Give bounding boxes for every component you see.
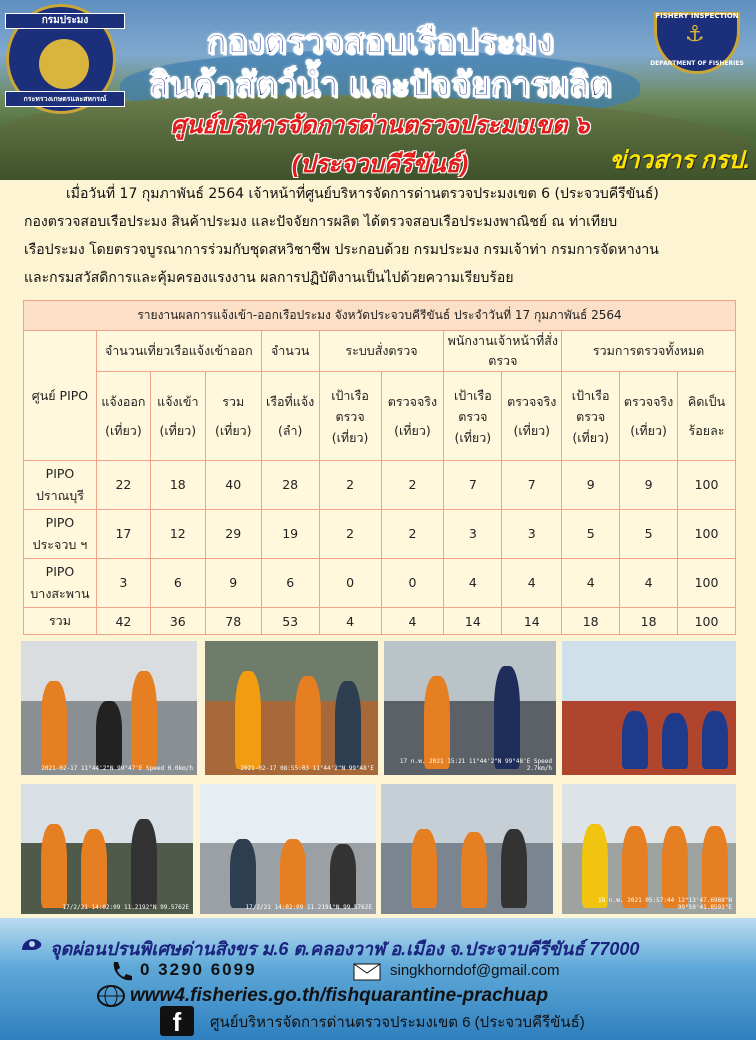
subheader-label: ตรวจจริง — [623, 394, 674, 409]
footer-email: singkhorndof@gmail.com — [390, 962, 560, 979]
photo-timestamp: 18 ก.พ. 2021 05:57:44 12°13'47.6988"N 99°59'41.8593"E — [597, 897, 732, 911]
table-cell: 2 — [381, 510, 444, 559]
subheader-unit: (เที่ยว) — [454, 429, 492, 445]
row-center-name — [24, 510, 97, 559]
subheader — [205, 372, 261, 461]
table-cell: 17 — [96, 510, 150, 559]
center-name-line: ปราณบุรี — [36, 488, 84, 503]
person-figure — [96, 701, 122, 769]
logo-right-bottom-text: DEPARTMENT OF FISHERIES — [650, 60, 744, 67]
table-caption: รายงานผลการแจ้งเข้า-ออกเรือประมง จังหวัดประจวบคีรีขันธ์ ประจำวันที่ 17 กุมภาพันธ์ 2564 — [24, 301, 736, 331]
person-figure — [702, 711, 728, 769]
total-cell: 42 — [96, 608, 150, 635]
subheader — [562, 372, 620, 461]
table-cell: 9 — [620, 461, 678, 510]
table-body — [24, 461, 736, 608]
person-figure — [411, 829, 437, 908]
center-name-line: PIPO — [45, 564, 75, 579]
total-label: รวม — [24, 608, 97, 635]
logo-bottom-ribbon: กระทรวงเกษตรและสหกรณ์ — [5, 91, 125, 107]
table-cell: 2 — [319, 510, 381, 559]
row-center-name — [24, 559, 97, 608]
header-system: ระบบสั่งตรวจ — [319, 331, 444, 372]
table-cell: 18 — [150, 461, 205, 510]
person-figure — [461, 832, 487, 908]
inspection-photo — [384, 641, 556, 775]
subheader-label: เป้าเรือ — [331, 387, 369, 403]
logo-top-ribbon: กรมประมง — [5, 13, 125, 29]
footer-facebook[interactable]: ศูนย์บริหารจัดการด่านตรวจประมงเขต 6 (ประจวบคีรีขันธ์) — [210, 1014, 585, 1031]
table-cell: 6 — [150, 559, 205, 608]
table-cell: 19 — [261, 510, 319, 559]
person-figure — [582, 824, 608, 908]
person-figure — [81, 829, 107, 908]
person-figure — [230, 839, 256, 908]
total-cell: 4 — [319, 608, 381, 635]
subheader-label: เรือที่แจ้ง — [266, 394, 315, 409]
news-paragraph — [24, 180, 736, 292]
subheader-label: ตรวจจริง — [387, 394, 438, 409]
total-cell: 14 — [502, 608, 562, 635]
subheader-unit: (เที่ยว) — [572, 429, 609, 445]
subheader-unit: (เที่ยว) — [214, 423, 252, 438]
row-center-name — [24, 461, 97, 510]
table-cell: 0 — [381, 559, 444, 608]
table-row — [24, 461, 736, 510]
person-figure — [41, 681, 67, 769]
footer-phone: 0 3290 6099 — [140, 960, 257, 979]
total-cell: 4 — [381, 608, 444, 635]
paragraph-line: เมื่อวันที่ 17 กุมภาพันธ์ 2564 เจ้าหน้าที่ศูนย์บริหารจัดการด่านตรวจประมงเขต 6 (ประจวบคีรีขันธ์) — [66, 186, 659, 202]
person-figure — [622, 826, 648, 908]
person-figure — [662, 826, 688, 908]
total-cell: 100 — [678, 608, 736, 635]
person-figure — [662, 713, 688, 769]
subheader-label: ตรวจ — [458, 408, 488, 424]
table-cell: 12 — [150, 510, 205, 559]
table-cell: 2 — [319, 461, 381, 510]
emblem-icon — [39, 39, 89, 89]
subheader-unit: (เที่ยว) — [630, 423, 667, 438]
total-cell: 14 — [444, 608, 502, 635]
person-figure — [330, 844, 356, 908]
person-figure — [702, 826, 728, 908]
subheader — [444, 372, 502, 461]
location-pin-icon — [18, 932, 48, 954]
subheader — [620, 372, 678, 461]
subheader — [678, 372, 736, 461]
facebook-icon[interactable]: f — [160, 1006, 194, 1036]
person-figure — [131, 671, 157, 769]
person-figure — [235, 671, 261, 769]
table-cell: 100 — [678, 510, 736, 559]
center-name-line: ประจวบ ฯ — [32, 537, 88, 552]
table-cell: 5 — [620, 510, 678, 559]
logo-right-top-text: FISHERY INSPECTION — [655, 12, 739, 20]
table-cell: 5 — [562, 510, 620, 559]
person-figure — [501, 829, 527, 908]
phone-icon — [108, 958, 134, 984]
contact-footer — [0, 918, 756, 1040]
header-vessels: จำนวน — [261, 331, 319, 372]
subheader-label: แจ้งเข้า — [157, 394, 199, 409]
header-banner — [0, 0, 756, 180]
header-officer: พนักงานเจ้าหน้าที่สั่งตรวจ — [444, 331, 562, 372]
table-cell: 9 — [562, 461, 620, 510]
center-name-line: PIPO — [45, 466, 75, 481]
subheader-label: คิดเป็น — [687, 394, 726, 409]
inspection-photo — [200, 784, 376, 914]
subheader — [502, 372, 562, 461]
table-cell: 29 — [205, 510, 261, 559]
globe-icon — [96, 984, 126, 1008]
subheader-label: เป้าเรือ — [571, 387, 610, 403]
table-cell: 4 — [502, 559, 562, 608]
person-figure — [622, 711, 648, 769]
subheader-unit: (เที่ยว) — [159, 423, 197, 438]
table-cell: 7 — [502, 461, 562, 510]
subheader-label: ร้อยละ — [688, 423, 725, 438]
photo-background — [200, 784, 376, 843]
title-line-1: กองตรวจสอบเรือประมง — [206, 23, 554, 61]
person-figure — [494, 666, 520, 769]
subheader-label: รวม — [222, 394, 245, 409]
photo-background — [562, 641, 736, 701]
table-cell: 6 — [261, 559, 319, 608]
subheader — [319, 372, 381, 461]
subheader — [261, 372, 319, 461]
title-line-2: สินค้าสัตว์น้ำ และปัจจัยการผลิต — [148, 66, 612, 104]
footer-website[interactable]: www4.fisheries.go.th/fishquarantine-prachuap — [130, 985, 549, 1006]
inspection-photo — [562, 641, 736, 775]
header-trips: จำนวนเที่ยวเรือแจ้งเข้าออก — [96, 331, 261, 372]
subheader-label: ตรวจ — [335, 408, 365, 424]
person-figure — [335, 681, 361, 769]
subheader-label: แจ้งออก — [101, 394, 146, 409]
email-icon — [352, 958, 384, 982]
total-cell: 53 — [261, 608, 319, 635]
person-figure — [131, 819, 157, 908]
subheader-unit: (ลำ) — [277, 423, 303, 438]
table-cell: 7 — [444, 461, 502, 510]
person-figure — [424, 676, 450, 769]
subheader-label: ตรวจจริง — [507, 394, 557, 409]
person-figure — [295, 676, 321, 769]
paragraph-line: เรือประมง โดยตรวจบูรณาการร่วมกับชุดสหวิชาชีพ ประกอบด้วย กรมประมง กรมเจ้าท่า กรมการจัดหางาน — [24, 242, 659, 258]
subheader-label: ตรวจ — [576, 408, 606, 424]
subheader-unit: (เที่ยว) — [331, 429, 369, 445]
subheader — [96, 372, 150, 461]
report-table — [23, 300, 736, 635]
table-cell: 0 — [319, 559, 381, 608]
subtitle: ศูนย์บริหารจัดการด่านตรวจประมงเขต ๖ (ประจวบคีรีขันธ์) — [170, 112, 590, 178]
subheader-unit: (เที่ยว) — [105, 423, 142, 438]
table-cell: 4 — [444, 559, 502, 608]
inspection-photo — [381, 784, 553, 914]
table-cell: 2 — [381, 461, 444, 510]
subheader-label: เป้าเรือ — [453, 387, 492, 403]
header-center: ศูนย์ PIPO — [24, 331, 97, 461]
table-cell: 100 — [678, 461, 736, 510]
person-figure — [41, 824, 67, 908]
photo-timestamp: 2021-02-17 11°44'2"N 99°47'E Speed 0.0km/h — [41, 765, 193, 772]
paragraph-line: และกรมสวัสดิการและคุ้มครองแรงงาน ผลการปฏิบัติงานเป็นไปด้วยความเรียบร้อย — [24, 270, 514, 286]
subheader — [150, 372, 205, 461]
news-label: ข่าวสาร กรป. — [609, 147, 750, 174]
table-total-row — [24, 608, 736, 635]
center-name-line: บางสะพาน — [30, 586, 90, 601]
total-cell: 36 — [150, 608, 205, 635]
footer-address: จุดผ่อนปรนพิเศษด่านสิงขร ม.6 ต.คลองวาฬ อ.เมือง จ.ประจวบคีรีขันธ์ 77000 — [50, 939, 640, 959]
inspection-photo — [205, 641, 378, 775]
photo-timestamp: 17/2/21 14:02:09 11.2192°N 99.5762E — [62, 904, 189, 911]
photo-timestamp: 17 ก.พ. 2021 15:21 11°44'2"N 99°48'E Speed 2.7km/h — [399, 758, 552, 772]
table-cell: 4 — [620, 559, 678, 608]
table-cell: 100 — [678, 559, 736, 608]
table-row — [24, 510, 736, 559]
table-cell: 3 — [502, 510, 562, 559]
paragraph-line: กองตรวจสอบเรือประมง สินค้าประมง และปัจจัยการผลิต ได้ตรวจสอบเรือประมงพาณิชย์ ณ ท่าเทียบ — [24, 214, 618, 230]
table-cell: 22 — [96, 461, 150, 510]
anchor-icon: ⚓ — [685, 22, 705, 47]
person-figure — [280, 839, 306, 908]
center-name-line: PIPO — [45, 515, 75, 530]
photo-timestamp: 17/2/21 14:02:09 11.2191°N 99.5762E — [245, 904, 372, 911]
photo-background — [384, 641, 556, 701]
total-cell: 78 — [205, 608, 261, 635]
table-cell: 3 — [444, 510, 502, 559]
subheader-unit: (เที่ยว) — [394, 423, 431, 438]
table-cell: 40 — [205, 461, 261, 510]
subheader — [381, 372, 444, 461]
header-total: รวมการตรวจทั้งหมด — [562, 331, 736, 372]
inspection-photo — [562, 784, 736, 914]
table-cell: 28 — [261, 461, 319, 510]
table-cell: 4 — [562, 559, 620, 608]
table-row — [24, 559, 736, 608]
table-cell: 9 — [205, 559, 261, 608]
total-cell: 18 — [620, 608, 678, 635]
table-cell: 3 — [96, 559, 150, 608]
fishery-inspection-logo — [648, 4, 746, 74]
inspection-photo — [21, 784, 193, 914]
subheader-unit: (เที่ยว) — [513, 423, 551, 438]
inspection-photo — [21, 641, 197, 775]
photo-timestamp: 2021-02-17 08:55:03 11°44'2"N 99°48'E — [240, 765, 374, 772]
total-cell: 18 — [562, 608, 620, 635]
